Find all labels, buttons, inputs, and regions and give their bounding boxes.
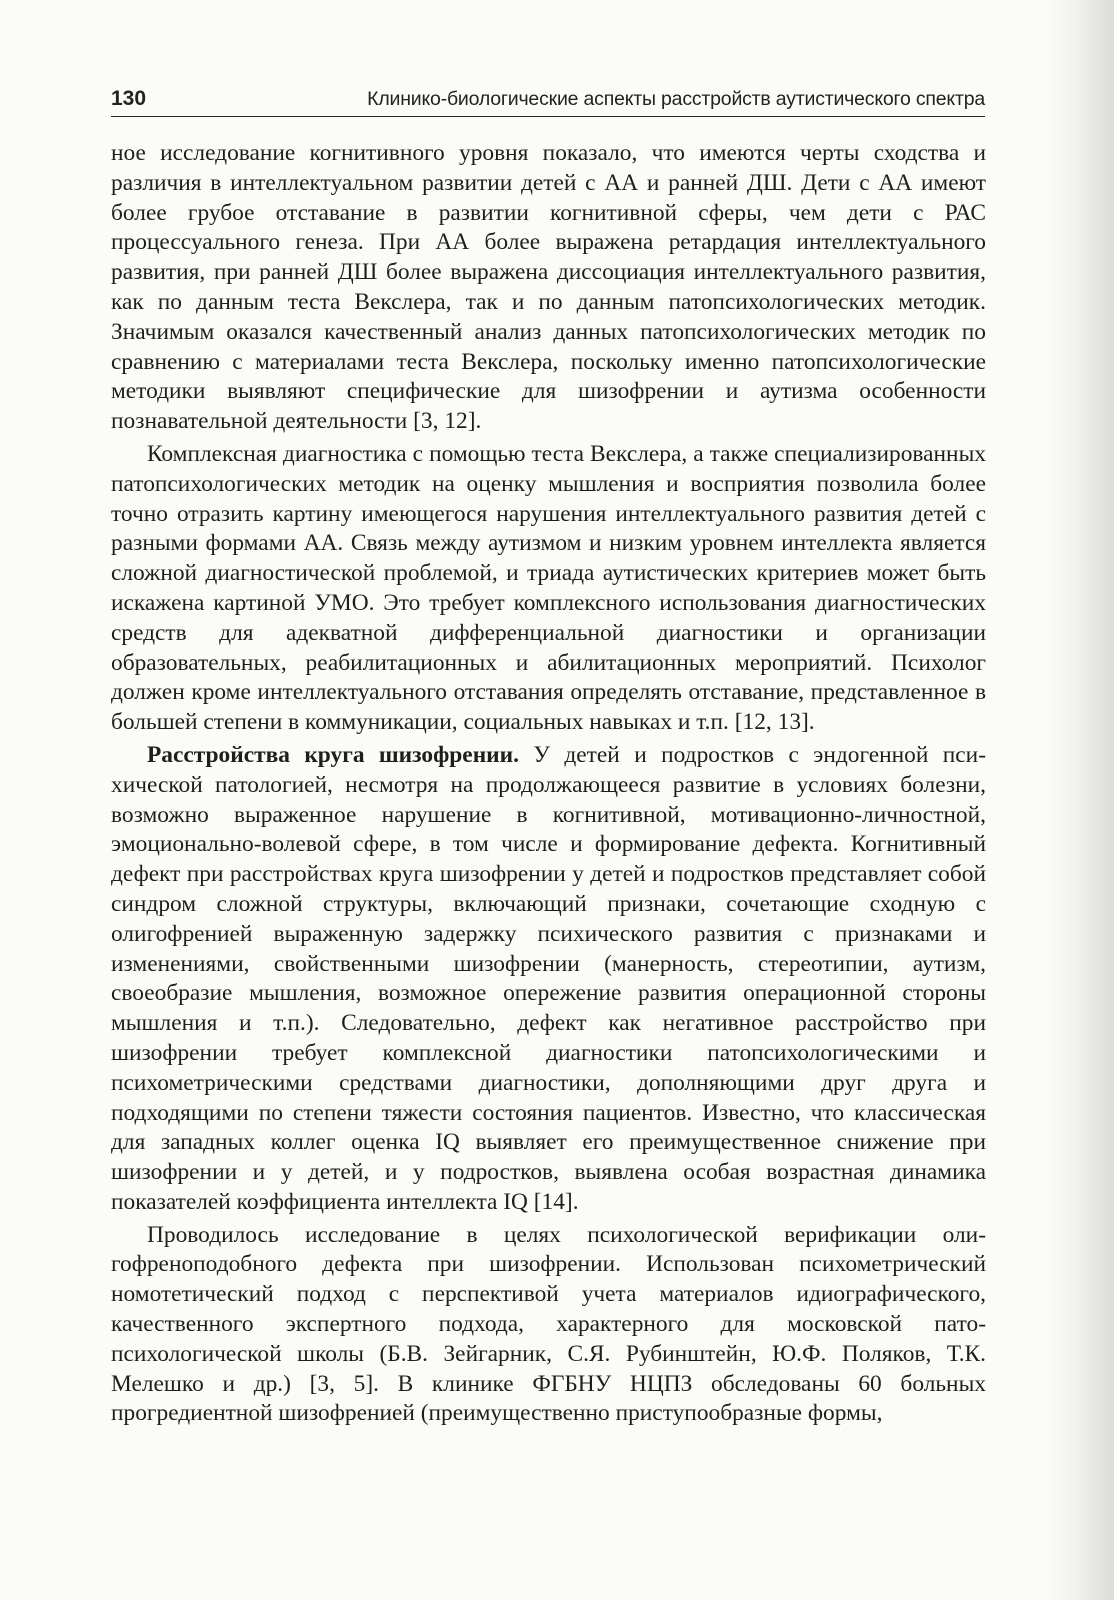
paragraph-4	[111, 1221, 986, 1430]
running-header-title: Клинико-биологические аспекты расстройств аутистического спектра	[367, 88, 985, 110]
paragraph-1	[111, 139, 986, 437]
paragraph-3-text: У детей и подростков с эндогенной психической патологией, несмотря на продолжающееся развитие в условиях болезни, возможно выраженное нарушение в когнитивной, мотивационно-личностной, эмоционально-волевой сфере, в том числе и формирование дефекта. Когнитивный дефект при расстройствах круга шизофрении у детей и подростков представляет собой синдром сложной структуры, включающий признаки, сочетающие сходную с олигофренией выраженную задержку психического развития с признаками и изменениями, свойственными шизофрении (манерность, стереотипии, аутизм, своеобразие мышления, возможное опережение развития операционной стороны мышления и т.п.). Следовательно, дефект как негативное расстройство при шизофрении требует комплексной диагностики патопсихологическими и психометрическими средствами диагностики, дополняющими друг друга и подходящими по степени тяжести состояния пациентов. Известно, что классическая для западных коллег оценка IQ выявляет его преимущественное снижение при шизофрении и у детей, и у подростков, выявлена особая возрастная динамика показателей коэффициента интеллекта IQ [14].	[111, 741, 986, 1215]
main-text	[111, 139, 986, 1429]
paragraph-1-text: ное исследование когнитивного уровня показало, что имеются черты сходства и различия в интеллектуальном развитии детей с АА и ранней ДШ. Дети с АА имеют более грубое отставание в развитии когнитивной сферы, чем дети с РАС процессуального генеза. При АА более выражена ретардация интеллектуального развития, при ранней ДШ более выражена диссоциация интеллектуального развития, как по данным теста Векслера, так и по данным патопсихологических методик. Значимым оказался качественный анализ данных патопсихологических методик по сравнению с материалами теста Векслера, поскольку именно патопсихологические методики выявляют специфические для шизофрении и аутизма особенности познавательной деятельности [3, 12].	[111, 140, 986, 435]
running-header	[111, 80, 985, 117]
section-lead-in: Расстройства круга шизофрении.	[147, 741, 519, 768]
page-number: 130	[111, 87, 147, 110]
paragraph-3	[111, 741, 986, 1218]
paragraph-4-text: Проводилось исследование в целях психологической верификации олигофреноподобного дефекта при шизофрении. Использован психометрический номотетический подход с перспективой учета материалов идиографического, качественного экспертного подхода, характерного для московской патопсихологической школы (Б.В. Зейгарник, С.Я. Рубинштейн, Ю.Ф. Поляков, Т.К. Мелешко и др.) [3, 5]. В клинике ФГБНУ НЦПЗ обследованы 60 больных прогредиентной шизофренией (преимущественно приступообразные формы,	[111, 1221, 986, 1427]
page-edge-shadow	[1044, 0, 1114, 1600]
paragraph-2	[111, 440, 986, 738]
paragraph-2-text: Комплексная диагностика с помощью теста Векслера, а также специализированных патопсихологических методик на оценку мышления и восприятия позволила более точно отразить картину имеющегося нарушения интеллектуального развития детей с разными формами АА. Связь между аутизмом и низким уровнем интеллекта является сложной диагностической проблемой, и триада аутистических критериев может быть искажена картиной УМО. Это требует комплексного использования диагностических средств для адекватной дифференциальной диагностики и организации образовательных, реабилитационных и абилитационных мероприятий. Психолог должен кроме интеллектуального отставания определять отставание, представленное в большей степени в коммуникации, социальных навыках и т.п. [12, 13].	[111, 440, 986, 736]
